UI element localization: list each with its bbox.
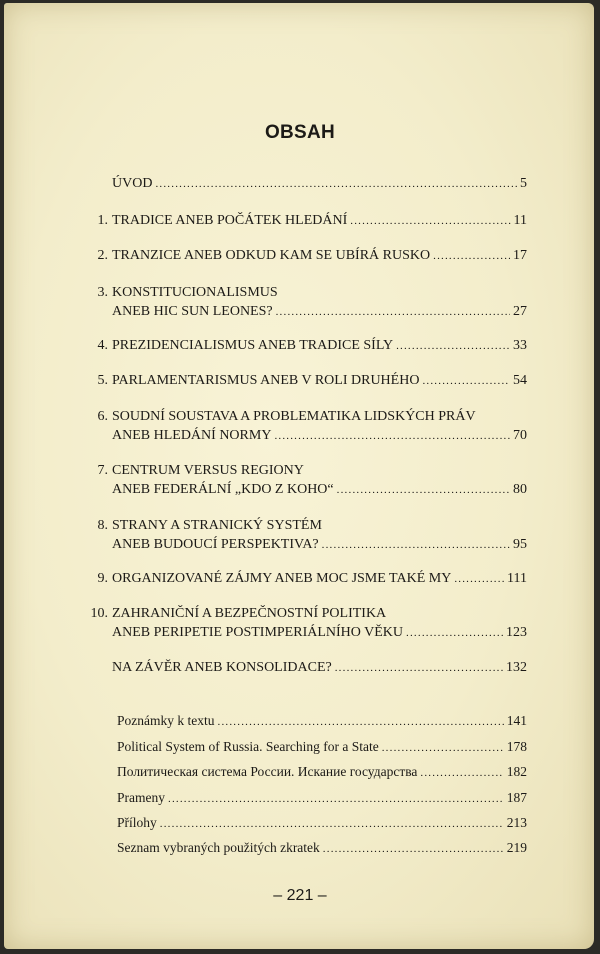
entry-title: PARLAMENTARISMUS ANEB V ROLI DRUHÉHO — [112, 373, 420, 388]
leader-dots — [322, 536, 510, 555]
entry-page: 219 — [506, 840, 527, 855]
entry-title: ÚVOD — [112, 176, 153, 191]
entry-title: TRANZICE ANEB ODKUD KAM SE UBÍRÁ RUSKO — [112, 248, 431, 263]
entry-page: 54 — [513, 373, 527, 388]
entry-number: 8. — [97, 518, 108, 533]
leader-dots — [155, 175, 517, 194]
entry-page: 187 — [506, 790, 527, 805]
toc-entry-2[interactable] — [97, 246, 527, 266]
toc-appendix-notes[interactable] — [117, 711, 527, 732]
toc-appendix-attachments[interactable] — [117, 813, 527, 834]
entry-title: ANEB HIC SUN LEONES? — [112, 304, 273, 319]
toc-entry-3[interactable] — [97, 283, 527, 322]
toc-entry-7[interactable] — [97, 461, 527, 500]
entry-number: 10. — [90, 606, 108, 621]
toc-entry-8[interactable] — [97, 516, 527, 555]
entry-page: 11 — [513, 213, 527, 228]
entry-number: 6. — [97, 409, 108, 424]
entry-number: 5. — [97, 373, 108, 388]
entry-title-line1: STRANY A STRANICKÝ SYSTÉM — [112, 518, 322, 533]
entry-page: 178 — [506, 739, 527, 754]
leader-dots — [218, 713, 504, 732]
toc-appendix-abbreviations[interactable] — [117, 838, 527, 859]
entry-title: Seznam vybraných použitých zkratek — [117, 840, 320, 855]
leader-dots — [433, 247, 510, 266]
entry-page: 213 — [506, 815, 527, 830]
leader-dots — [406, 624, 503, 643]
entry-title-line1: CENTRUM VERSUS REGIONY — [112, 463, 304, 478]
toc-entry-intro[interactable] — [112, 174, 527, 194]
entry-title: ANEB PERIPETIE POSTIMPERIÁLNÍHO VĚKU — [112, 625, 404, 640]
entry-title: ORGANIZOVANÉ ZÁJMY ANEB MOC JSME TAKÉ MY — [112, 571, 452, 586]
entry-title: ANEB HLEDÁNÍ NORMY — [112, 428, 272, 443]
leader-dots — [422, 372, 510, 391]
entry-number: 4. — [97, 338, 108, 353]
leader-dots — [454, 570, 504, 589]
entry-title-line1: SOUDNÍ SOUSTAVA A PROBLEMATIKA LIDSKÝCH PRÁV — [112, 409, 476, 424]
entry-number: 1. — [97, 213, 108, 228]
entry-page: 17 — [513, 248, 527, 263]
entry-title: Prameny — [117, 790, 165, 805]
entry-page: 182 — [506, 764, 527, 779]
entry-page: 111 — [507, 571, 527, 586]
entry-page: 70 — [513, 428, 527, 443]
entry-page: 33 — [513, 338, 527, 353]
leader-dots — [274, 427, 510, 446]
entry-page: 123 — [506, 625, 527, 640]
toc-entry-conclusion[interactable] — [112, 658, 527, 678]
toc-entry-9[interactable] — [97, 569, 527, 589]
leader-dots — [160, 815, 504, 834]
entry-title-line1: ZAHRANIČNÍ A BEZPEČNOSTNÍ POLITIKA — [112, 606, 387, 621]
toc-entry-1[interactable] — [97, 211, 527, 231]
entry-title: ANEB FEDERÁLNÍ „KDO Z KOHO“ — [112, 482, 334, 497]
leader-dots — [168, 790, 504, 809]
entry-title: Přílohy — [117, 815, 157, 830]
toc-appendix-russian-summary[interactable] — [117, 762, 527, 783]
entry-number: 7. — [97, 463, 108, 478]
entry-number: 3. — [97, 285, 108, 300]
entry-number: 9. — [97, 571, 108, 586]
entry-number: 2. — [97, 248, 108, 263]
entry-title: Poznámky k textu — [117, 713, 215, 728]
page-number: – 221 – — [273, 887, 327, 904]
toc-entry-5[interactable] — [97, 371, 527, 391]
entry-title-line1: KONSTITUCIONALISMUS — [112, 285, 278, 300]
toc-appendix-english-summary[interactable] — [117, 737, 527, 758]
leader-dots — [420, 764, 503, 783]
leader-dots — [323, 840, 504, 859]
toc-appendix-sources[interactable] — [117, 788, 527, 809]
entry-page: 141 — [506, 713, 527, 728]
entry-title: Политическая система России. Искание государства — [117, 764, 418, 779]
toc-entry-4[interactable] — [97, 336, 527, 356]
toc-entry-10[interactable] — [90, 604, 527, 643]
entry-title: ANEB BUDOUCÍ PERSPEKTIVA? — [112, 537, 319, 552]
entry-page: 132 — [506, 660, 527, 675]
leader-dots — [396, 337, 510, 356]
entry-page: 27 — [513, 304, 527, 319]
leader-dots — [382, 739, 504, 758]
entry-page: 80 — [513, 482, 527, 497]
page-title: OBSAH — [264, 122, 336, 143]
entry-title: Political System of Russia. Searching for a State — [117, 739, 379, 754]
leader-dots — [337, 481, 510, 500]
entry-page: 5 — [520, 176, 527, 191]
entry-page: 95 — [513, 537, 527, 552]
toc-entry-6[interactable] — [97, 407, 527, 446]
entry-title: NA ZÁVĚR ANEB KONSOLIDACE? — [112, 660, 332, 675]
leader-dots — [276, 303, 510, 322]
entry-title: PREZIDENCIALISMUS ANEB TRADICE SÍLY — [112, 338, 394, 353]
leader-dots — [350, 212, 510, 231]
leader-dots — [335, 659, 503, 678]
entry-title: TRADICE ANEB POČÁTEK HLEDÁNÍ — [112, 213, 348, 228]
